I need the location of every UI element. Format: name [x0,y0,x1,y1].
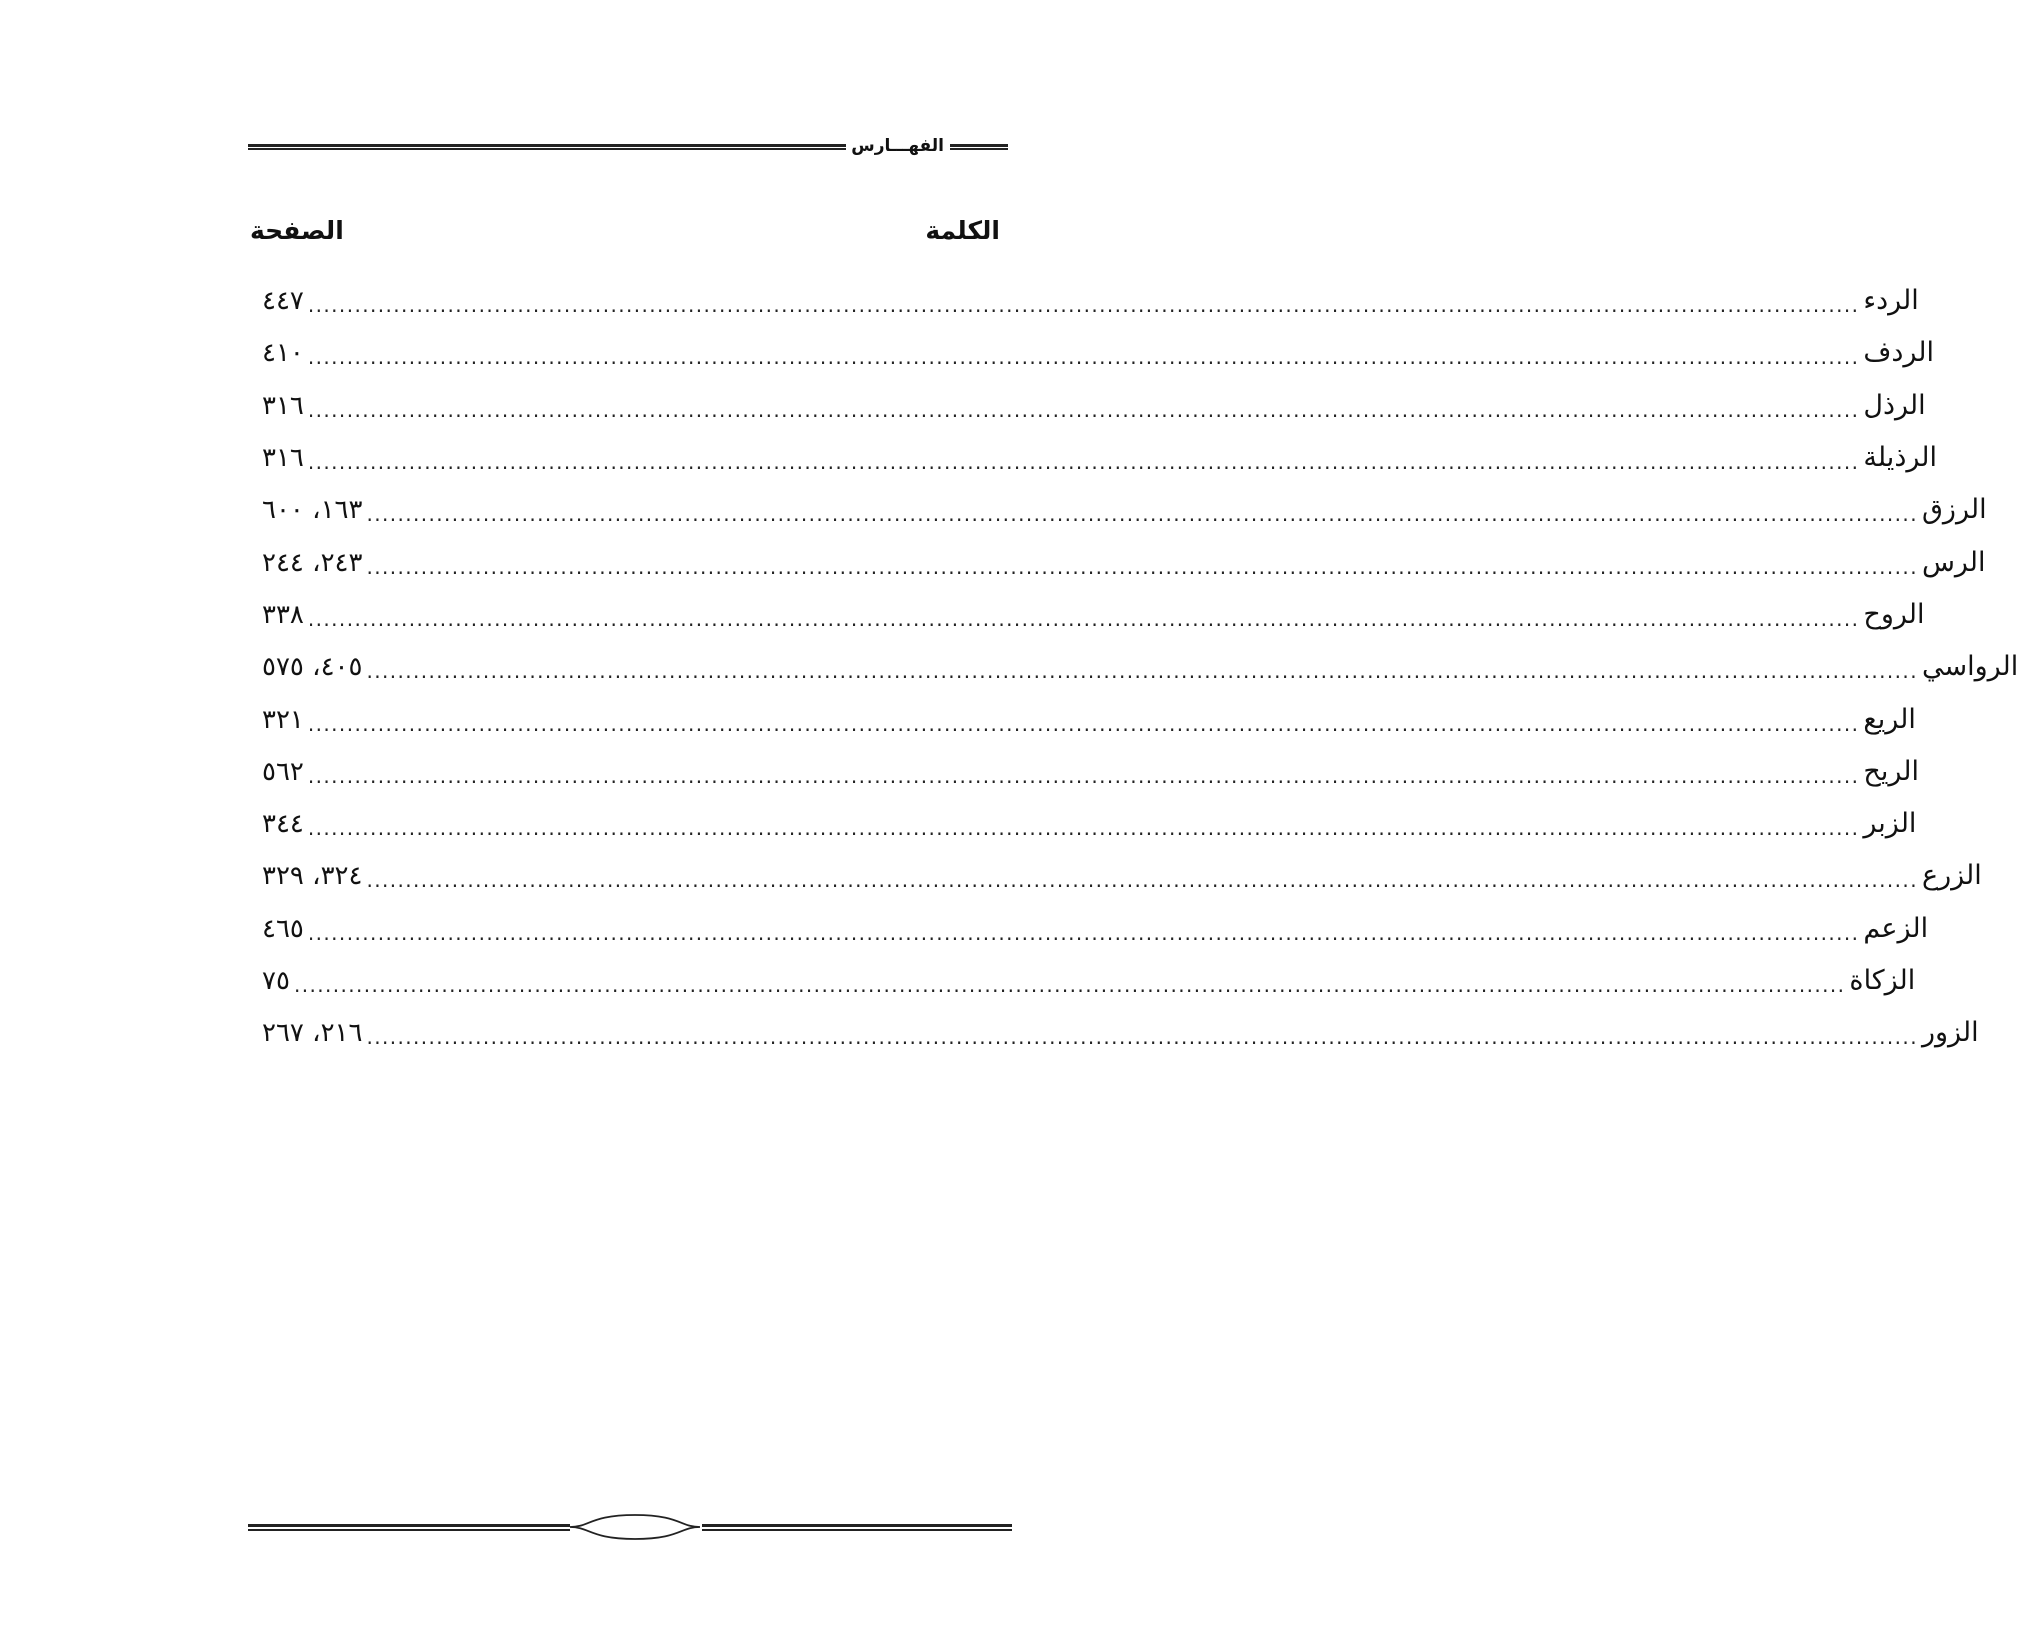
footer-rule-right [702,1524,1012,1531]
entry-word: الزعم [1863,912,1929,944]
column-header-word: الكلمة [925,216,1000,245]
entry-pages: ٢١٦، ٢٦٧ [262,1018,363,1049]
index-entry [262,1007,1979,1059]
entry-word: الزكاة [1849,965,1916,996]
index-entry [262,380,1926,432]
dot-leader: ........................................................................................................................................................................................................ [307,816,1860,841]
entry-word: الزرع [1921,860,1982,892]
dot-leader: ........................................................................................................................................................................................................ [366,554,1918,579]
column-header-page: الصفحة [250,216,344,245]
dot-leader: ........................................................................................................................................................................................................ [307,397,1860,422]
index-entries [262,275,2018,1059]
index-entry [262,536,1986,588]
index-entry [262,484,1987,536]
entry-pages: ٣٢١ [262,704,304,735]
entry-word: الرذيلة [1863,442,1937,474]
page-number-oval [570,1512,700,1542]
index-entry [262,746,1919,798]
entry-word: الردف [1863,337,1935,369]
index-entry [262,798,1917,850]
entry-word: الرزق [1921,494,1987,526]
index-entry [262,327,1935,379]
entry-word: الردء [1863,285,1919,317]
header-rule-short [950,144,1008,150]
entry-pages: ٤٦٥ [262,913,304,944]
dot-leader: ........................................................................................................................................................................................................ [307,606,1860,631]
dot-leader: ........................................................................................................................................................................................................ [366,1025,1918,1050]
entry-pages: ٣٢٤، ٣٢٩ [262,861,363,892]
entry-word: الزبر [1863,808,1917,840]
entry-pages: ٤٠٥، ٥٧٥ [262,652,363,683]
entry-pages: ٣٣٨ [262,599,304,630]
footer-rule-left [248,1524,570,1531]
entry-pages: ٣١٦ [262,390,304,421]
dot-leader: ........................................................................................................................................................................................................ [366,659,1918,684]
entry-word: الرذل [1863,389,1926,421]
entry-word: الزور [1921,1017,1979,1049]
dot-leader: ........................................................................................................................................................................................................ [307,345,1860,370]
entry-word: الرس [1921,546,1986,578]
entry-pages: ١٦٣، ٦٠٠ [262,495,363,526]
dot-leader: ........................................................................................................................................................................................................ [307,920,1860,945]
running-header-title: الفهـــارس [851,136,944,156]
index-entry [262,641,2018,693]
entry-pages: ٣٤٤ [262,809,304,840]
header-rule-long [248,144,846,150]
index-entry [262,693,1916,745]
entry-word: الروح [1863,598,1925,630]
dot-leader: ........................................................................................................................................................................................................ [307,763,1860,788]
index-entry [262,275,1919,327]
dot-leader: ........................................................................................................................................................................................................ [307,450,1860,475]
entry-pages: ٣١٦ [262,443,304,474]
dot-leader: ........................................................................................................................................................................................................ [307,711,1860,736]
index-entry [262,589,1925,641]
index-entry [262,955,1916,1007]
dot-leader: ........................................................................................................................................................................................................ [366,502,1918,527]
entry-pages: ٤٤٧ [262,286,304,317]
entry-word: الريع [1863,703,1916,735]
entry-word: الرواسي [1921,651,2018,683]
dot-leader: ........................................................................................................................................................................................................ [366,868,1918,893]
entry-word: الريح [1863,755,1919,787]
dot-leader: ........................................................................................................................................................................................................ [293,973,1846,997]
entry-pages: ٢٤٣، ٢٤٤ [262,547,363,578]
index-entry [262,850,1982,902]
entry-pages: ٧٥ [262,966,290,996]
index-entry [262,432,1937,484]
index-entry [262,903,1929,955]
entry-pages: ٥٦٢ [262,756,304,787]
running-header [248,134,1008,158]
page-footer-ornament [248,1512,1012,1542]
dot-leader: ........................................................................................................................................................................................................ [307,293,1860,318]
entry-pages: ٤١٠ [262,338,304,369]
